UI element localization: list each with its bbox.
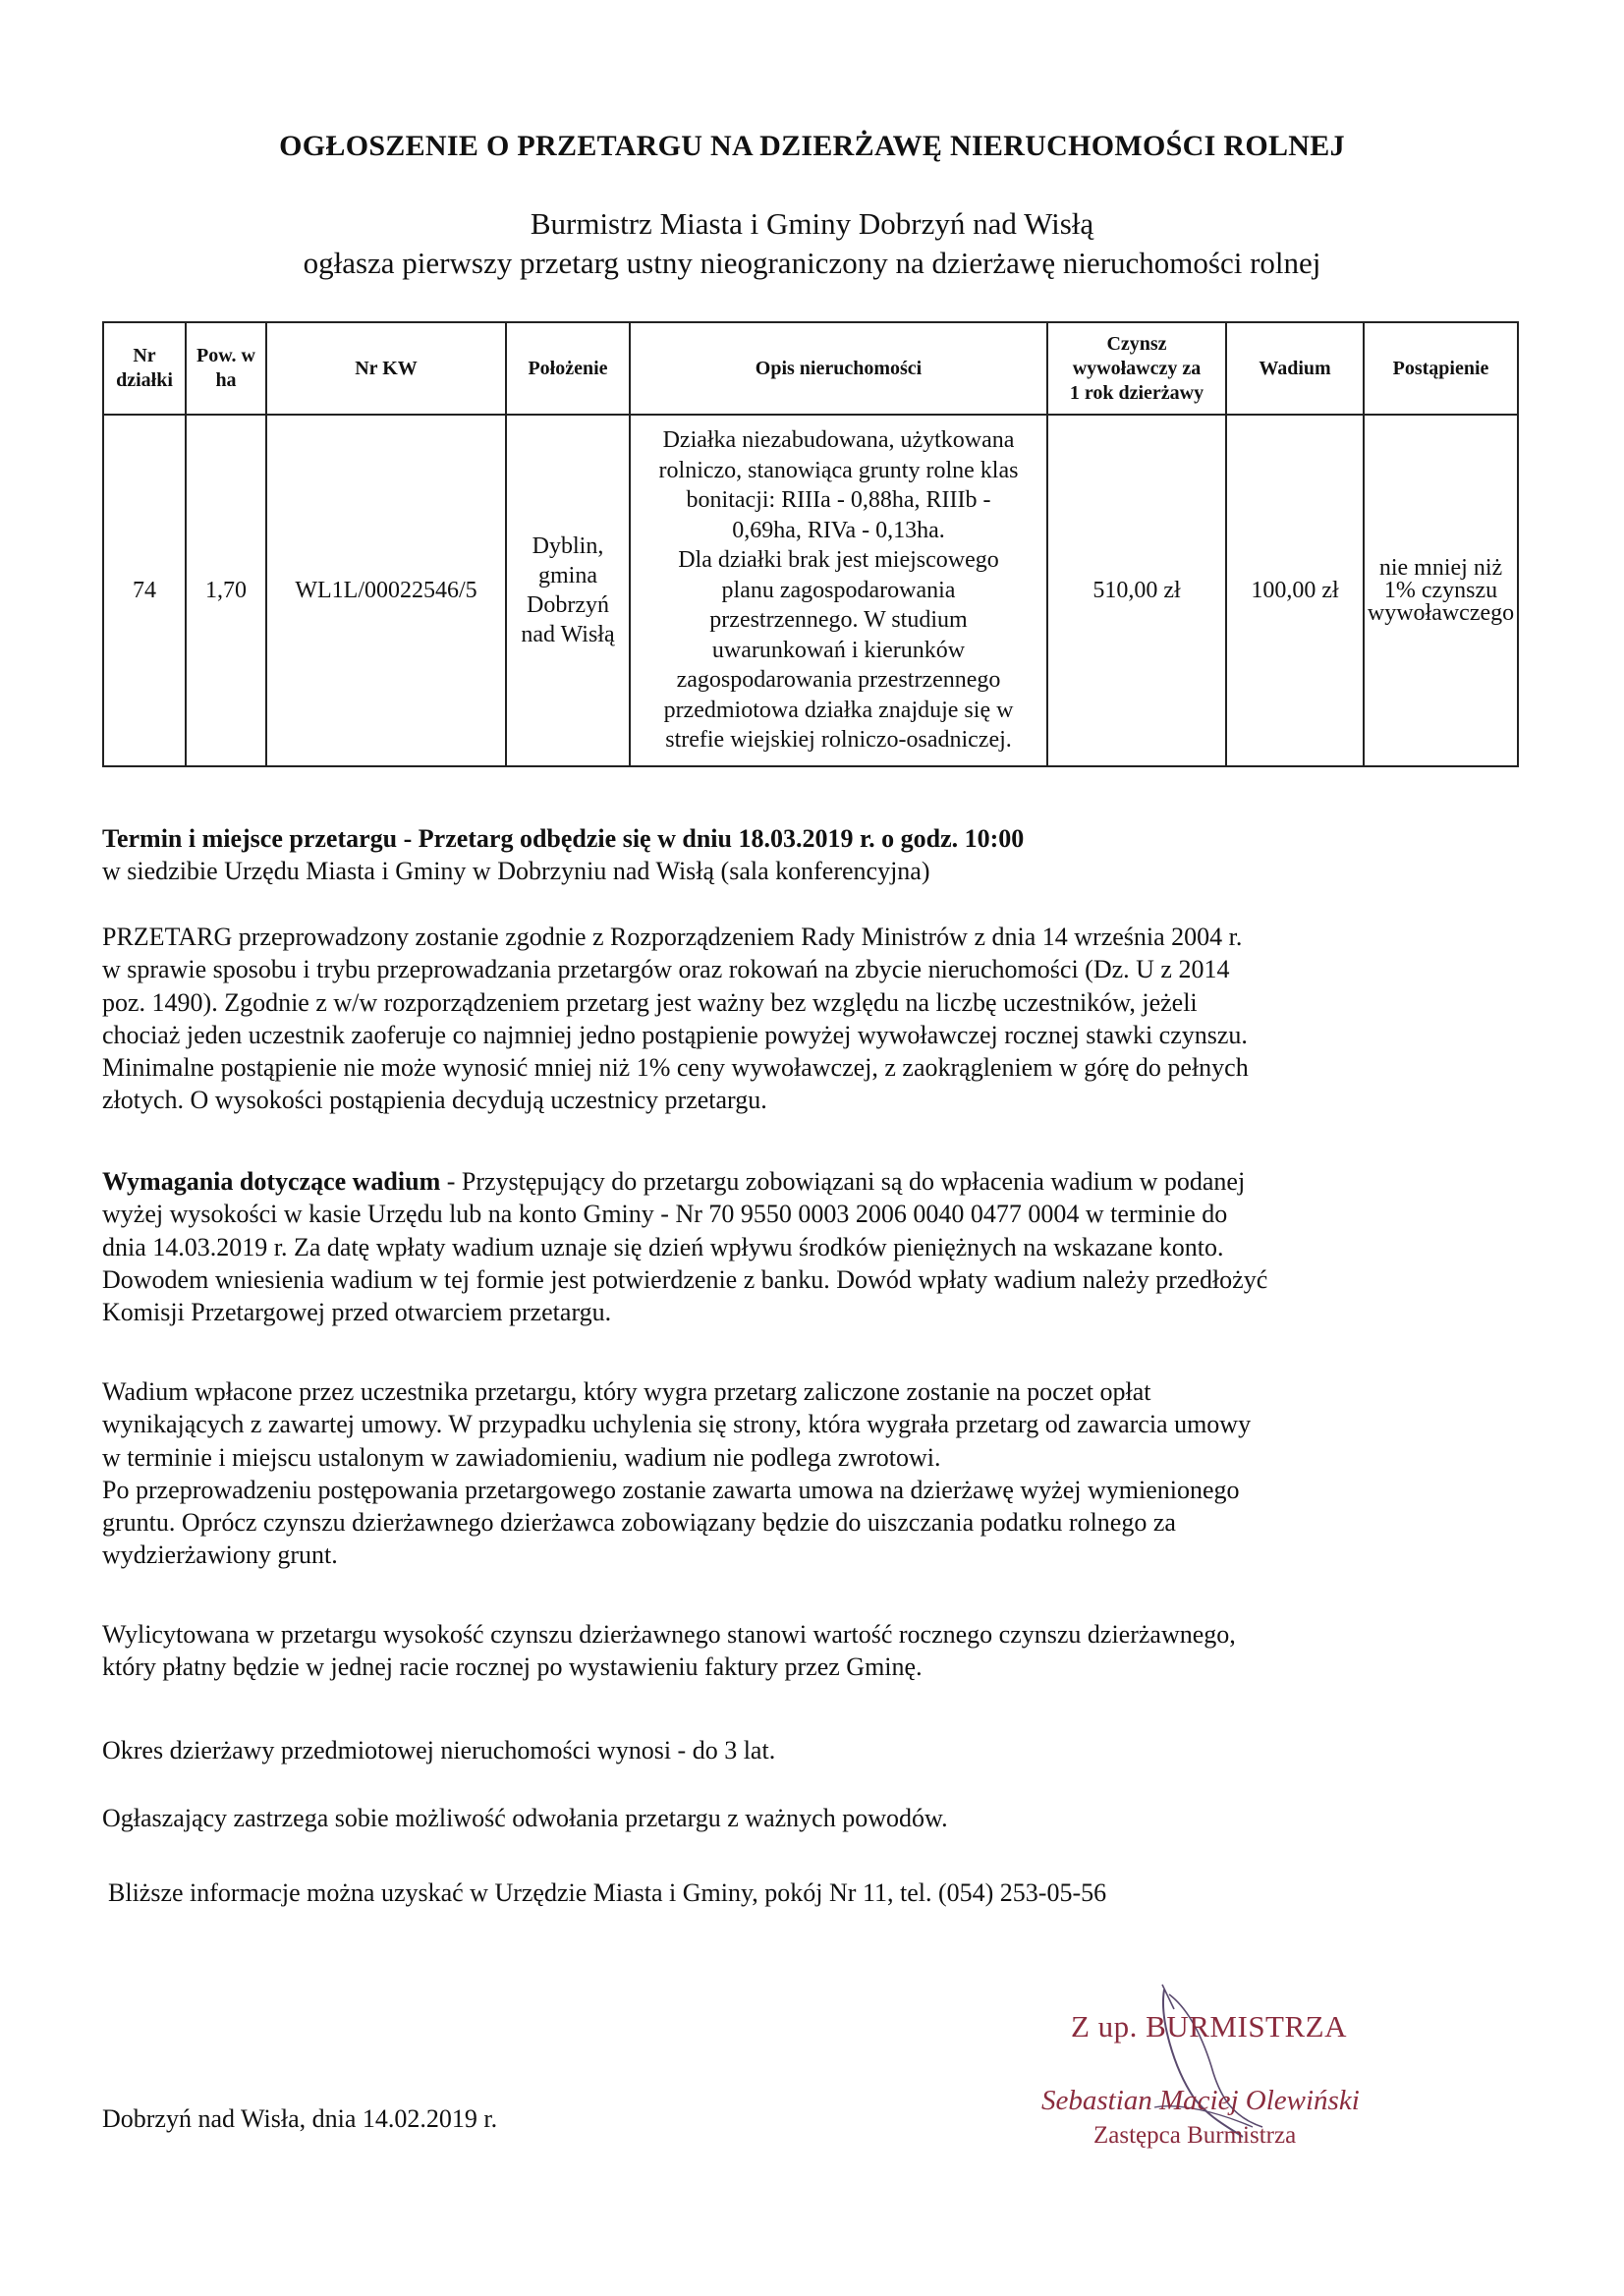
- lease-period: Okres dzierżawy przedmiotowej nieruchomości wynosi - do 3 lat.: [102, 1736, 776, 1764]
- col-header-postapienie: Postąpienie: [1364, 322, 1518, 415]
- table-header-row: [103, 322, 1518, 415]
- col-header-wadium: Wadium: [1226, 322, 1364, 415]
- col-header-nr-kw: Nr KW: [266, 322, 506, 415]
- cell-postapienie: nie mniej niż 1% czynszu wywoławczego: [1364, 415, 1518, 766]
- cell-wadium: 100,00 zł: [1226, 415, 1364, 766]
- cell-nr-dzialki: 74: [103, 415, 186, 766]
- col-header-polozenie: Położenie: [506, 322, 630, 415]
- issuer-line: Burmistrz Miasta i Gminy Dobrzyń nad Wisłą: [530, 206, 1094, 241]
- rent-amount-paragraph: Wylicytowana w przetargu wysokość czynszu dzierżawnego stanowi wartość rocznego czynszu dzierżawnego, który płatny będzie w jednej racie rocznej po wystawieniu faktury przez Gminę.: [102, 1620, 1236, 1682]
- contact-info: Bliższe informacje można uzyskać w Urzędzie Miasta i Gminy, pokój Nr 11, tel. (054) 253-05-56: [108, 1878, 1107, 1907]
- cell-polozenie: Dyblin, gmina Dobrzyń nad Wisłą: [506, 415, 630, 766]
- property-table: [102, 321, 1519, 767]
- deposit-requirements-paragraph: Wymagania dotyczące wadium - Przystępujący do przetargu zobowiązani są do wpłacenia wadium w podanej wyżej wysokości w kasie Urzędu lub na konto Gminy - Nr 70 9550 0003 2006 0040 0477 0004 w terminie do dnia 14.03.2019 r. Za datę wpłaty wadium uznaje się dzień wpływu środków pieniężnych na wskazane konto. Dowodem wniesienia wadium w tej formie jest potwierdzenie z banku. Dowód wpłaty wadium należy przedłożyć Komisji Przetargowej przed otwarciem przetargu.: [102, 1167, 1268, 1327]
- stamp-name: Sebastian Maciej Olewiński: [1041, 2085, 1360, 2116]
- document-title: OGŁOSZENIE O PRZETARGU NA DZIERŻAWĘ NIERUCHOMOŚCI ROLNEJ: [279, 130, 1345, 162]
- deposit-settlement-paragraph: Wadium wpłacone przez uczestnika przetargu, który wygra przetarg zaliczone zostanie na poczet opłat wynikających z zawartej umowy. W przypadku uchylenia się strony, która wygrała przetarg od zawarcia umowy w terminie i miejscu ustalonym w zawiadomieniu, wadium nie podlega zwrotowi. Po przeprowadzeniu postępowania przetargowego zostanie zawarta umowa na dzierżawę wyżej wymienionego gruntu. Oprócz czynszu dzierżawnego dzierżawca zobowiązany będzie do uiszczania podatku rolnego za wydzierżawiony grunt.: [102, 1377, 1252, 1570]
- deposit-requirements-heading: Wymagania dotyczące wadium: [102, 1167, 441, 1196]
- auction-place: w siedzibie Urzędu Miasta i Gminy w Dobrzyniu nad Wisłą (sala konferencyjna): [102, 857, 930, 886]
- col-header-pow: Pow. w ha: [186, 322, 266, 415]
- cell-czynsz: 510,00 zł: [1047, 415, 1226, 766]
- announcement-line: ogłasza pierwszy przetarg ustny nieograniczony na dzierżawę nieruchomości rolnej: [303, 246, 1321, 280]
- col-header-nr-dzialki: Nr działki: [103, 322, 186, 415]
- auction-date-section: [102, 822, 1522, 888]
- col-header-opis: Opis nieruchomości: [630, 322, 1047, 415]
- table-row: [103, 415, 1518, 766]
- stamp-position: Zastępca Burmistrza: [1093, 2122, 1297, 2149]
- cell-pow: 1,70: [186, 415, 266, 766]
- cell-opis: Działka niezabudowana, użytkowana rolniczo, stanowiąca grunty rolne klas bonitacji: RIIIa - 0,88ha, RIIIb - 0,69ha, RIVa - 0,13ha. Dla działki brak jest miejscowego planu zagospodarowania przestrzennego. W studium uwarunkowań i kierunków zagospodarowania przestrzennego przedmiotowa działka znajduje się w strefie wiejskiej rolniczo-osadniczej.: [630, 415, 1047, 766]
- place-and-date: Dobrzyń nad Wisła, dnia 14.02.2019 r.: [102, 2104, 498, 2133]
- auction-rules-paragraph: PRZETARG przeprowadzony zostanie zgodnie z Rozporządzeniem Rady Ministrów z dnia 14 września 2004 r. w sprawie sposobu i trybu przeprowadzania przetargów oraz rokowań na zbycie nieruchomości (Dz. U z 2014 poz. 1490). Zgodnie z w/w rozporządzeniem przetarg jest ważny bez względu na liczbę uczestników, jeżeli chociaż jeden uczestnik zaoferuje co najmniej jedno postąpienie powyżej wywoławczej rocznej stawki czynszu. Minimalne postąpienie nie może wynosić mniej niż 1% ceny wywoławczej, z zaokrągleniem w górę do pełnych złotych. O wysokości postąpienia decydują uczestnicy przetargu.: [102, 923, 1249, 1115]
- stamp-authorization: Z up. BURMISTRZA: [1071, 2009, 1347, 2044]
- cell-nr-kw: WL1L/00022546/5: [266, 415, 506, 766]
- auction-date-heading: Termin i miejsce przetargu - Przetarg odbędzie się w dniu 18.03.2019 r. o godz. 10:00: [102, 824, 1025, 853]
- col-header-czynsz: Czynsz wywoławczy za 1 rok dzierżawy: [1047, 322, 1226, 415]
- cancellation-notice: Ogłaszający zastrzega sobie możliwość odwołania przetargu z ważnych powodów.: [102, 1804, 948, 1832]
